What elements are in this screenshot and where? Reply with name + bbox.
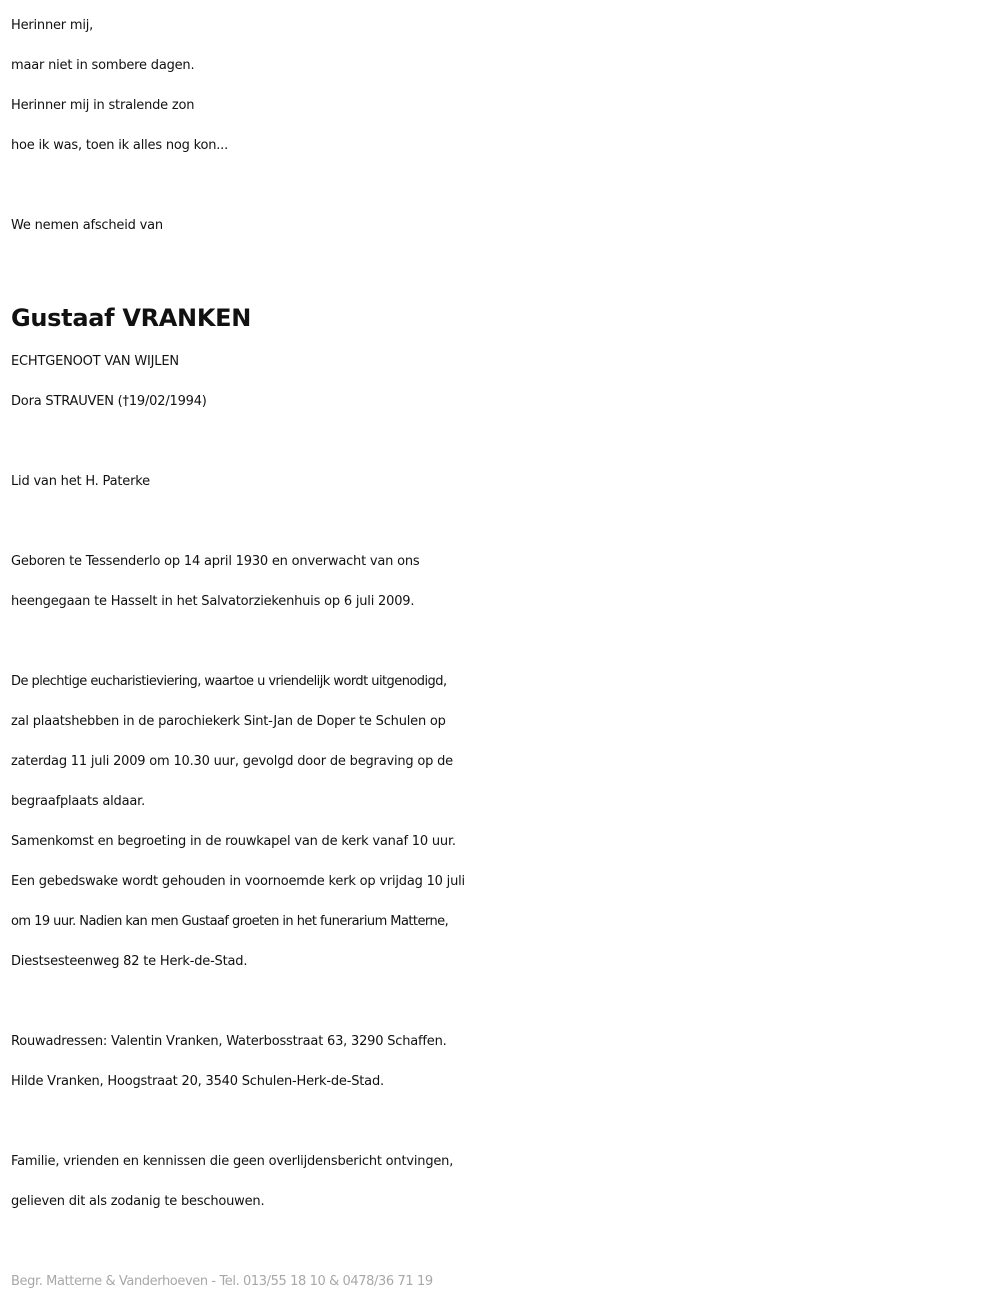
paragraph-line: De plechtige eucharistieviering, waartoe u vriendelijk wordt uitgenodigd, xyxy=(11,674,447,689)
paragraph-line: Familie, vrienden en kennissen die geen overlijdensbericht ontvingen, xyxy=(11,1154,454,1169)
paragraph-line: gelieven dit als zodanig te beschouwen. xyxy=(11,1194,265,1209)
spouse-name: Dora STRAUVEN (†19/02/1994) xyxy=(11,394,207,409)
intro-text: We nemen afscheid van xyxy=(11,218,163,233)
ceremony-paragraph xyxy=(11,662,1000,982)
poem-line: hoe ik was, toen ik alles nog kon... xyxy=(11,138,229,153)
address-line: Rouwadressen: Valentin Vranken, Waterbosstraat 63, 3290 Schaffen. xyxy=(11,1034,447,1049)
poem-line: Herinner mij, xyxy=(11,18,94,33)
notice-paragraph xyxy=(11,1142,1000,1222)
paragraph-line: zaterdag 11 juli 2009 om 10.30 uur, gevolgd door de begraving op de xyxy=(11,754,453,769)
birth-death-paragraph xyxy=(11,542,1000,622)
paragraph-line: Samenkomst en begroeting in de rouwkapel van de kerk vanaf 10 uur. xyxy=(11,834,456,849)
paragraph-line: Geboren te Tessenderlo op 14 april 1930 en onverwacht van ons xyxy=(11,554,420,569)
spouse-title: ECHTGENOOT VAN WIJLEN xyxy=(11,354,179,369)
membership-text: Lid van het H. Paterke xyxy=(11,474,150,489)
paragraph-line: begraafplaats aldaar. xyxy=(11,794,146,809)
poem xyxy=(11,6,1000,166)
poem-line: maar niet in sombere dagen. xyxy=(11,58,195,73)
address-line: Hilde Vranken, Hoogstraat 20, 3540 Schulen-Herk-de-Stad. xyxy=(11,1074,384,1089)
addresses-paragraph xyxy=(11,1022,1000,1102)
poem-line: Herinner mij in stralende zon xyxy=(11,98,195,113)
paragraph-line: Diestsesteenweg 82 te Herk-de-Stad. xyxy=(11,954,248,969)
paragraph-line: heengegaan te Hasselt in het Salvatorziekenhuis op 6 juli 2009. xyxy=(11,594,415,609)
paragraph-line: zal plaatshebben in de parochiekerk Sint-Jan de Doper te Schulen op xyxy=(11,714,446,729)
deceased-block xyxy=(11,294,1000,422)
paragraph-line: om 19 uur. Nadien kan men Gustaaf groeten in het funerarium Matterne, xyxy=(11,914,449,929)
funeral-home-footer: Begr. Matterne & Vanderhoeven - Tel. 013/55 18 10 & 0478/36 71 19 xyxy=(11,1274,433,1289)
deceased-name: Gustaaf VRANKEN xyxy=(11,304,252,332)
paragraph-line: Een gebedswake wordt gehouden in voornoemde kerk op vrijdag 10 juli xyxy=(11,874,465,889)
